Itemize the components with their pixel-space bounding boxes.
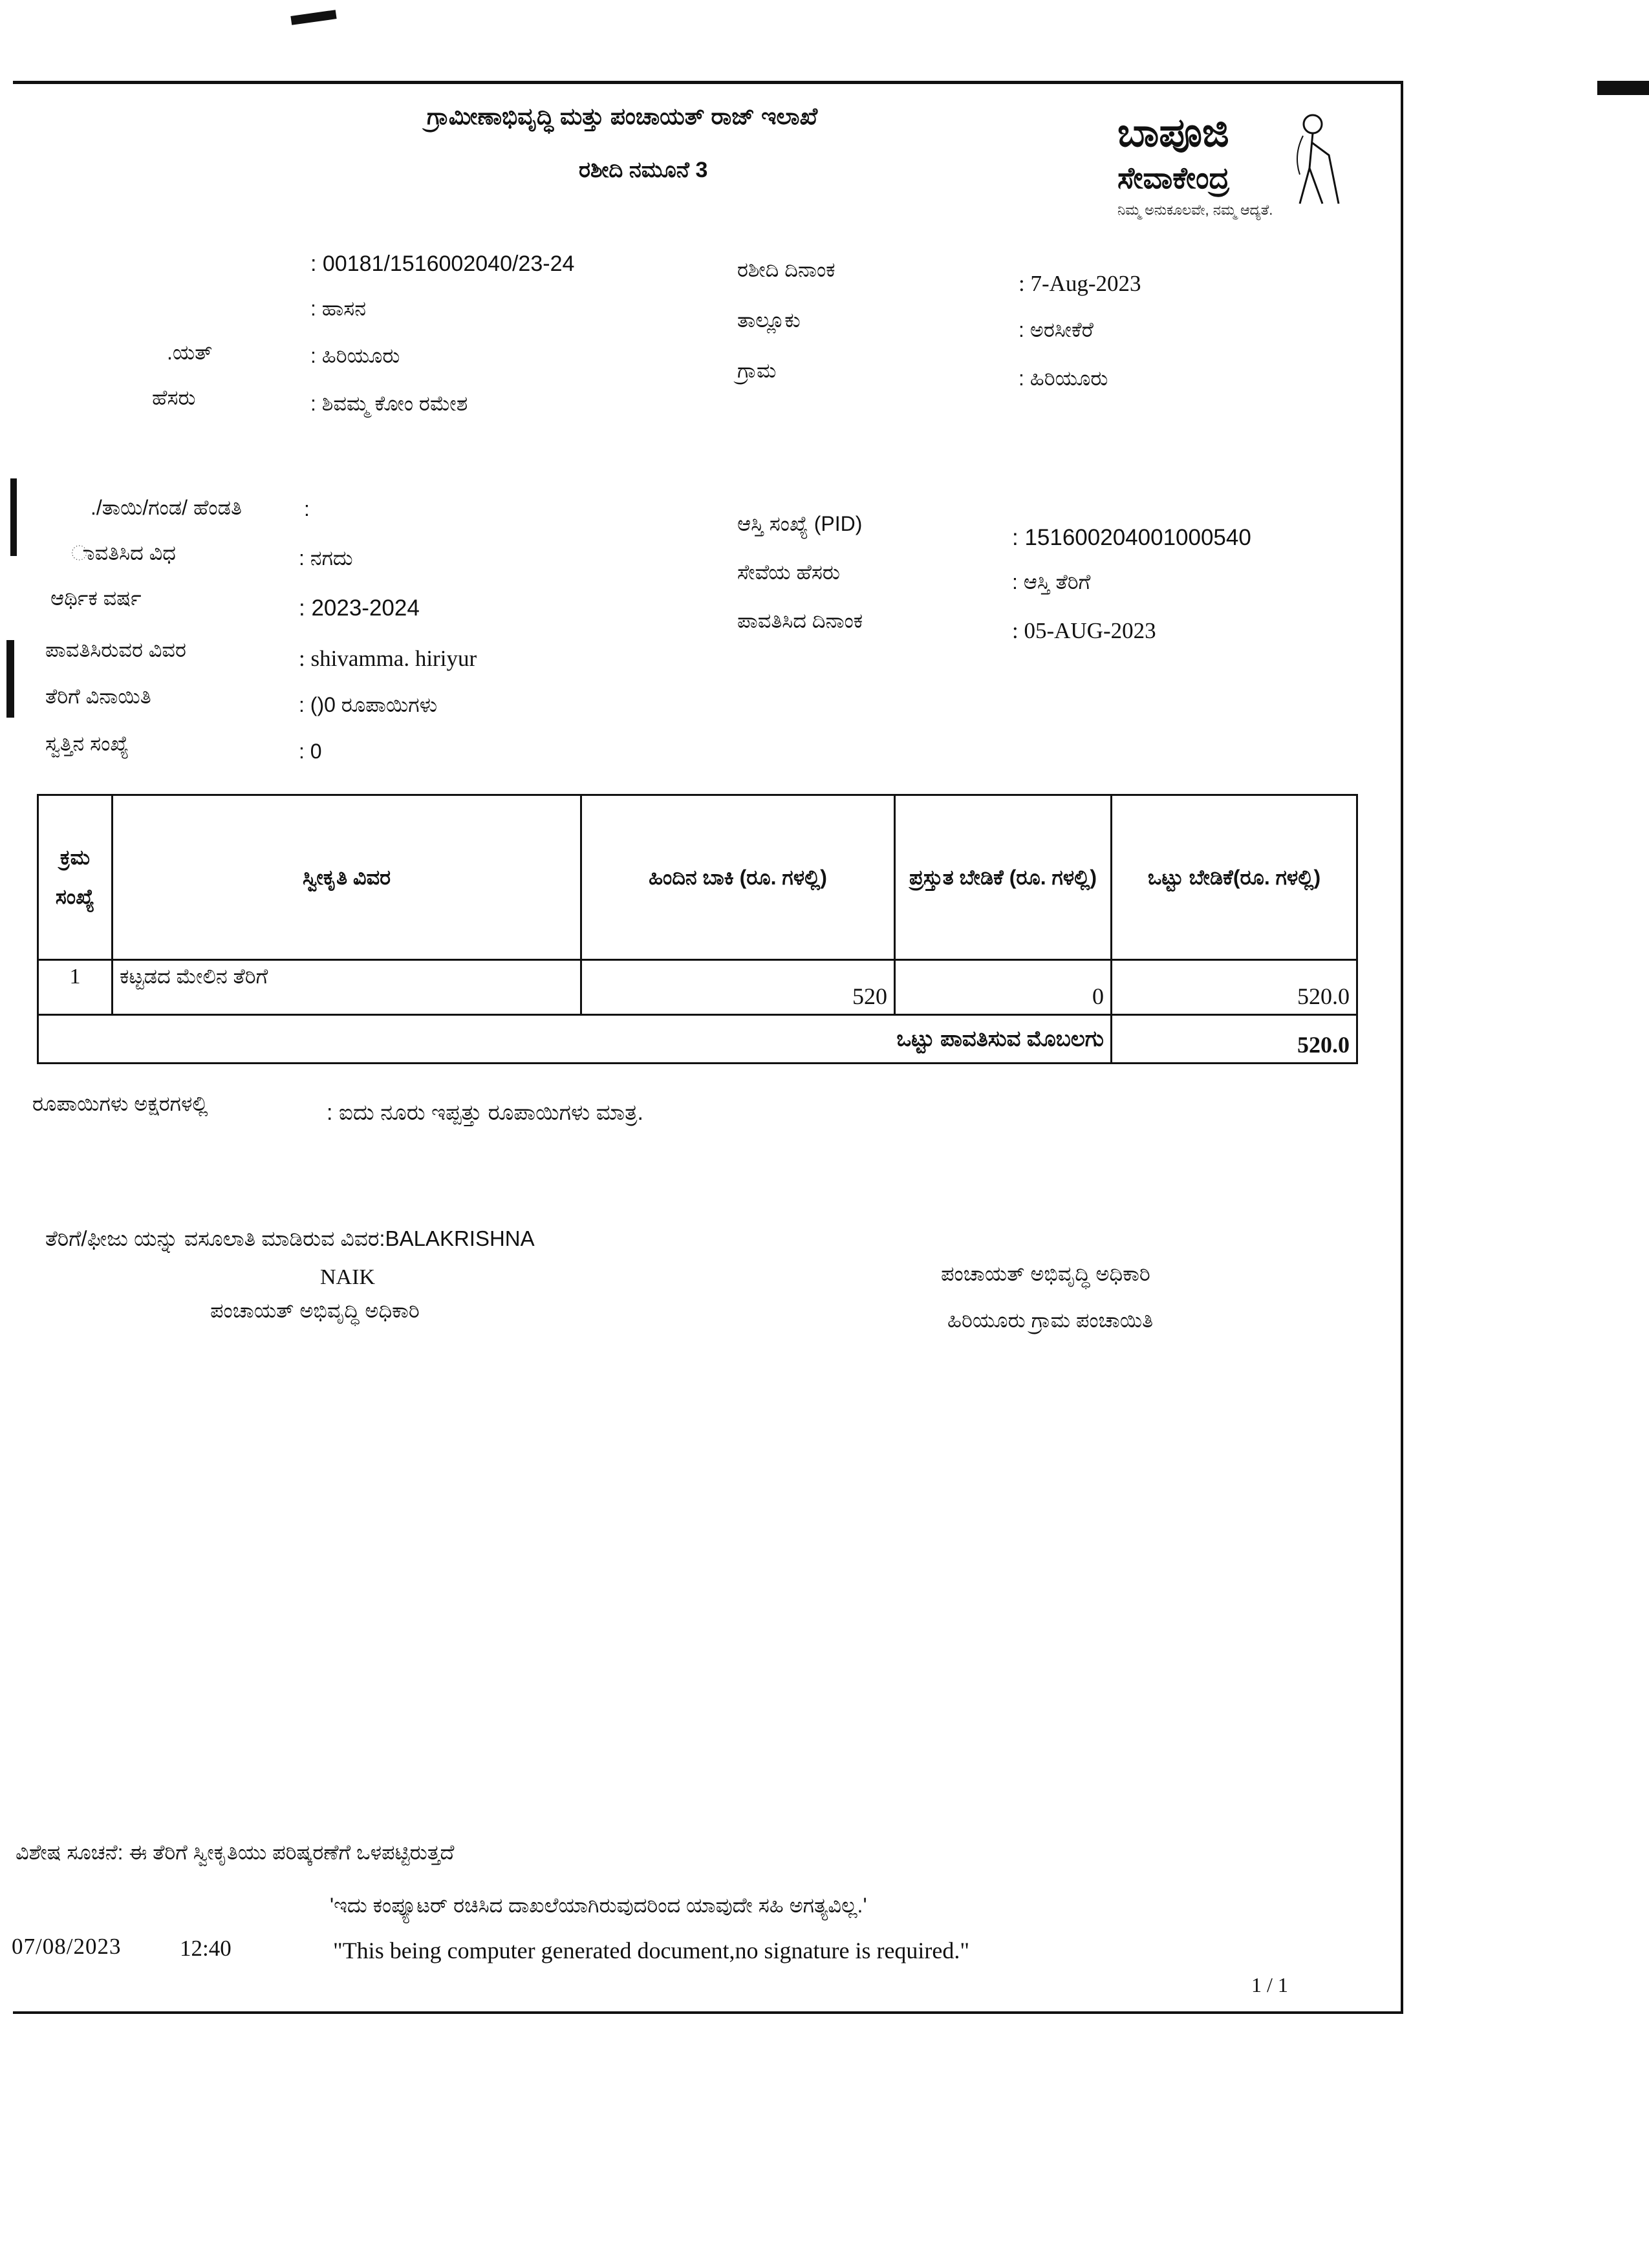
relation-label: ./ತಾಯಿ/ಗಂಡ/ ಹೆಂಡತಿ [91, 496, 242, 519]
english-disclaimer: "This being computer generated document,no signature is required." [333, 1938, 970, 1963]
logo-tagline: ನಿಮ್ಮ ಅನುಕೂಲವೇ, ನಮ್ಮ ಆದ್ಯತೆ. [1117, 202, 1273, 218]
payment-mode-label: ಾವತಿಸಿದ ವಿಧ [71, 541, 176, 564]
district-value: : ಹಾಸನ [310, 297, 367, 320]
taluk-value: : ಅರಸೀಕೆರೆ [1018, 318, 1094, 341]
header-description: ಸ್ವೀಕೃತಿ ವಿವರ [113, 795, 581, 960]
paid-date-label: ಪಾವತಿಸಿದ ದಿನಾಂಕ [737, 609, 863, 632]
name-label: ಹೆಸರು [152, 386, 196, 409]
taluk-label: ತಾಲ್ಲೂಕು [737, 308, 801, 332]
name-value: : ಶಿವಮ್ಮ ಕೋಂ ರಮೇಶ [310, 392, 468, 415]
panchayat-value: : ಹಿರಿಯೂರು [310, 344, 400, 367]
print-date: 07/08/2023 [12, 1934, 122, 1959]
payment-mode-value: : ನಗದು [299, 546, 353, 570]
row-serial: 1 [38, 960, 113, 1015]
header-serial: ಕ್ರಮ ಸಂಖ್ಯೆ [38, 795, 113, 960]
header-current-demand: ಪ್ರಸ್ತುತ ಬೇಡಿಕೆ (ರೂ. ಗಳಲ್ಲಿ) [895, 795, 1112, 960]
collector-line: ತೆರಿಗೆ/ಫೀಜು ಯನ್ನು ವಸೂಲಾತಿ ಮಾಡಿರುವ ವಿವರ:BALAKRISHNA [45, 1226, 535, 1250]
receipt-date-label: ರಶೀದಿ ದಿನಾಂಕ [737, 258, 835, 281]
relation-value: : [304, 497, 310, 520]
receipt-number: : 00181/1516002040/23-24 [310, 251, 575, 276]
panchayat-label: .ಯತ್ [167, 341, 213, 364]
row-total: 520.0 [1112, 960, 1357, 1015]
row-current: 0 [895, 960, 1112, 1015]
bapuji-logo [1112, 110, 1345, 233]
village-label: ಗ್ರಾಮ [737, 359, 777, 382]
scan-mark-top [290, 10, 336, 25]
paid-date-value: : 05-AUG-2023 [1012, 618, 1156, 643]
logo-title: ಬಾಪೂಜಿ [1117, 111, 1229, 155]
service-value: : ಆಸ್ತಿ ತೆರಿಗೆ [1012, 570, 1091, 594]
village-value: : ಹಿರಿಯೂರು [1018, 367, 1108, 390]
service-label: ಸೇವೆಯ ಹೆಸರು [737, 561, 841, 584]
total-label: ಒಟ್ಟು ಪಾವತಿಸುವ ಮೊಬಲಗು [38, 1015, 1112, 1064]
exemption-label: ತೆರಿಗೆ ವಿನಾಯಿತಿ [45, 685, 151, 708]
page-number: 1 / 1 [1251, 1973, 1288, 1996]
payer-label: ಪಾವತಿಸಿರುವರ ವಿವರ [45, 638, 186, 661]
row-description: ಕಟ್ಟಡದ ಮೇಲಿನ ತೆರಿಗೆ [113, 960, 581, 1015]
total-value: 520.0 [1112, 1015, 1357, 1064]
department-title: ಗ್ರಾಮೀಣಾಭಿವೃದ್ಧಿ ಮತ್ತು ಪಂಚಾಯತ್ ರಾಜ್ ಇಲಾಖೆ [427, 103, 818, 129]
pid-value: : 151600204001000540 [1012, 525, 1251, 550]
officer-title: ಪಂಚಾಯತ್ ಅಭಿವೃದ್ಧಿ ಅಧಿಕಾರಿ [941, 1262, 1150, 1285]
header-total-demand: ಒಟ್ಟು ಬೇಡಿಕೆ(ರೂ. ಗಳಲ್ಲಿ) [1112, 795, 1357, 960]
table-row [38, 960, 1357, 1015]
pid-label: ಆಸ್ತಿ ಸಂಖ್ಯೆ (PID) [737, 512, 863, 535]
kannada-disclaimer: 'ಇದು ಕಂಪ್ಯೂಟರ್ ರಚಿಸಿದ ದಾಖಲೆಯಾಗಿರುವುದರಿಂದ ಯಾವುದೇ ಸಹಿ ಅಗತ್ಯವಿಲ್ಲ.' [330, 1894, 867, 1917]
scan-mark-top-right [1597, 81, 1649, 95]
gandhi-figure-icon [1274, 110, 1345, 207]
form-title: ರಶೀದಿ ನಮೂನೆ 3 [579, 158, 708, 182]
financial-year-value: : 2023-2024 [299, 595, 420, 621]
financial-year-label: ಆರ್ಥಿಕ ವರ್ಷ [50, 586, 142, 610]
exemption-value: : ()0 ರೂಪಾಯಿಗಳು [299, 693, 438, 716]
collector-designation: ಪಂಚಾಯತ್ ಅಭಿವೃದ್ಧಿ ಅಧಿಕಾರಿ [210, 1299, 420, 1322]
property-count-value: : 0 [299, 740, 322, 763]
logo-subtitle: ಸೇವಾಕೇಂದ್ರ [1117, 161, 1230, 195]
table-total-row [38, 1015, 1357, 1064]
table-header-row [38, 795, 1357, 960]
amount-words-value: : ಐದು ನೂರು ಇಪ್ಪತ್ತು ರೂಪಾಯಿಗಳು ಮಾತ್ರ. [327, 1100, 643, 1125]
property-count-label: ಸ್ವತ್ತಿನ ಸಂಖ್ಯೆ [45, 732, 129, 755]
header-previous-balance: ಹಿಂದಿನ ಬಾಕಿ (ರೂ. ಗಳಲ್ಲಿ) [581, 795, 895, 960]
row-previous: 520 [581, 960, 895, 1015]
officer-office: ಹಿರಿಯೂರು ಗ್ರಾಮ ಪಂಚಾಯಿತಿ [947, 1309, 1154, 1332]
amount-words-label: ರೂಪಾಯಿಗಳು ಅಕ್ಷರಗಳಲ್ಲಿ [32, 1092, 208, 1115]
receipt-date-value: : 7-Aug-2023 [1018, 271, 1141, 296]
print-time: 12:40 [180, 1936, 232, 1961]
payer-value: : shivamma. hiriyur [299, 646, 477, 671]
special-note: ವಿಶೇಷ ಸೂಚನೆ: ಈ ತೆರಿಗೆ ಸ್ವೀಕೃತಿಯು ಪರಿಷ್ಕರಣೆಗೆ ಒಳಪಟ್ಟಿರುತ್ತದೆ [16, 1841, 455, 1864]
collector-name-line2: NAIK [320, 1265, 375, 1289]
fee-table [37, 794, 1358, 1064]
